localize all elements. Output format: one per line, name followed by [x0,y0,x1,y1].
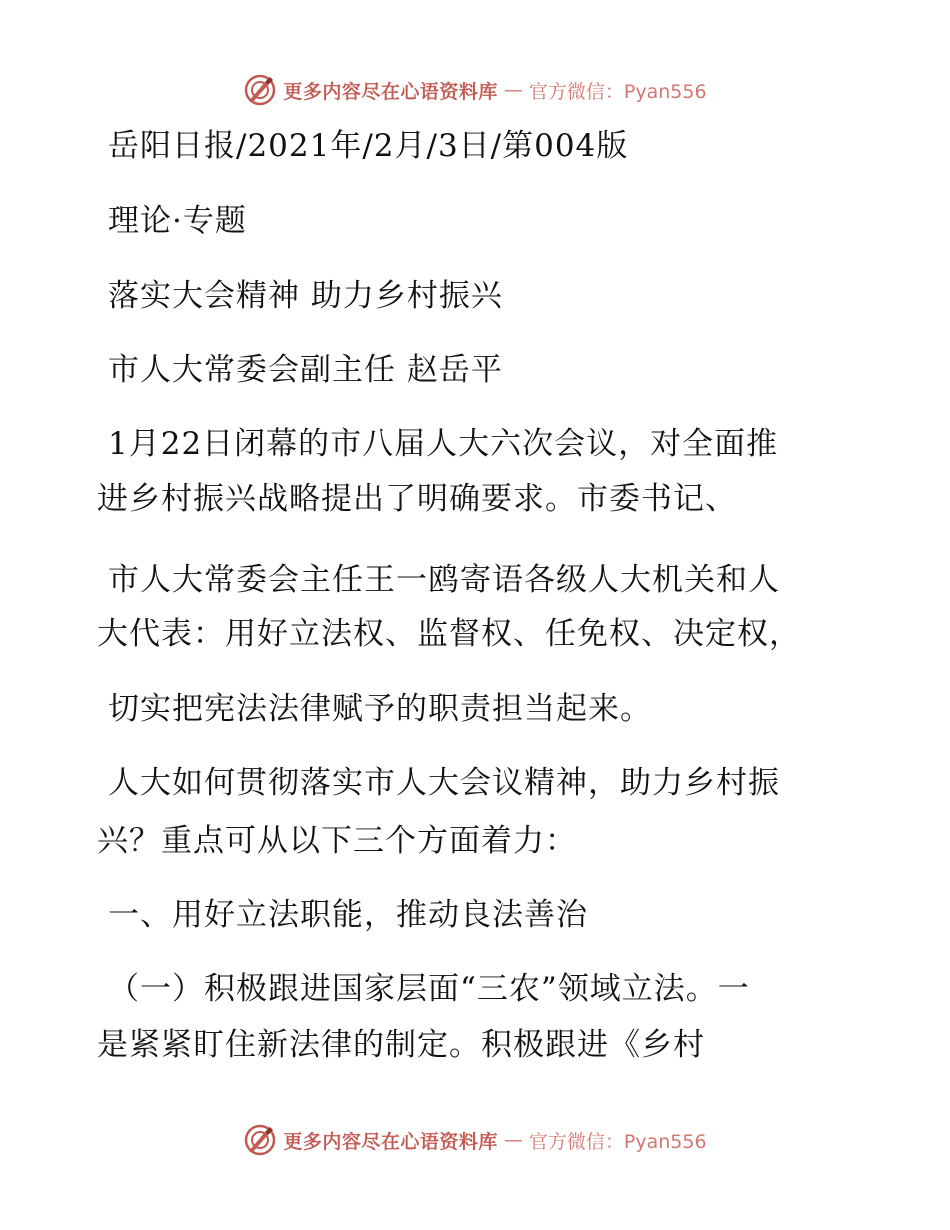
section-heading: 一、用好立法职能，推动良法善治 [108,897,588,933]
pen-logo-icon [243,73,277,107]
article-author: 市人大常委会副主任 赵岳平 [108,352,503,388]
watermark-main-text: 更多内容尽在心语资料库 [283,1130,498,1153]
watermark-main-text: 更多内容尽在心语资料库 [283,80,498,103]
article-section: 理论·专题 [108,203,247,239]
paragraph-line: 兴？重点可从以下三个方面着力： [97,823,577,859]
paragraph-line: 切实把宪法法律赋予的职责担当起来。 [108,691,652,727]
article-source-line: 岳阳日报/2021年/2月/3日/第004版 [108,128,629,164]
paragraph-line: 市人大常委会主任王一鸥寄语各级人大机关和人 [108,562,780,598]
paragraph-line: 是紧紧盯住新法律的制定。积极跟进《乡村 [97,1027,705,1063]
watermark-footer [0,1120,950,1160]
paragraph-line: 大代表：用好立法权、监督权、任免权、决定权， [97,616,801,652]
watermark-dash: — [503,79,523,101]
pen-logo-icon [243,1123,277,1157]
watermark-dash: — [503,1129,523,1151]
watermark-header [0,70,950,110]
watermark-sub-text: 官方微信：Pyan556 [528,80,707,103]
paragraph-line: 进乡村振兴战略提出了明确要求。市委书记、 [97,481,737,517]
paragraph-line: 人大如何贯彻落实市人大会议精神，助力乡村振 [108,765,780,801]
watermark-sub-text: 官方微信：Pyan556 [528,1130,707,1153]
paragraph-line: 1月22日闭幕的市八届人大六次会议，对全面推 [108,426,779,462]
paragraph-line: （一）积极跟进国家层面“三农”领域立法。一 [108,971,750,1007]
article-title: 落实大会精神 助力乡村振兴 [108,278,503,314]
